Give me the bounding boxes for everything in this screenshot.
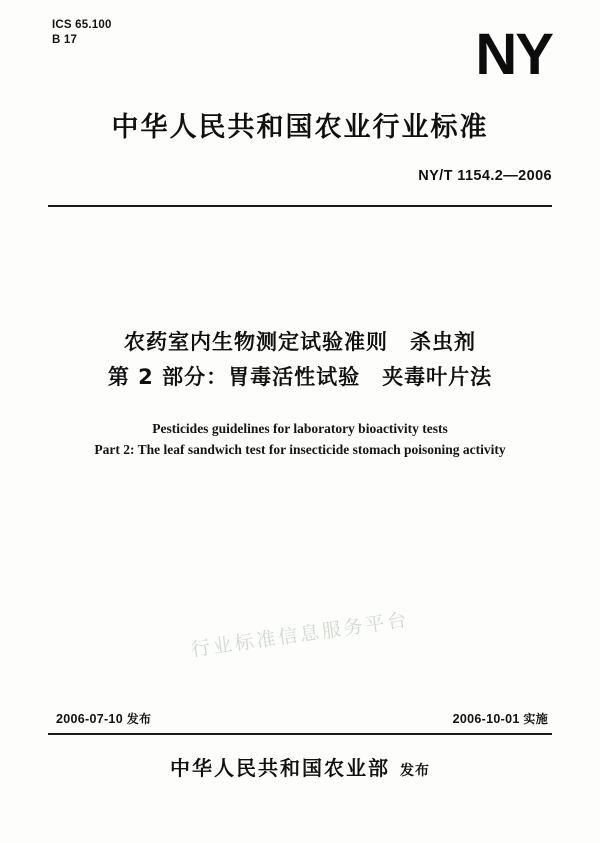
effective-date-value: 2006-10-01: [452, 712, 520, 726]
header-divider: [48, 205, 552, 207]
english-title: [0, 418, 600, 460]
ics-number: ICS 65.100: [52, 19, 112, 31]
effective-date-label: 实施: [523, 712, 548, 726]
watermark-text: 行业标准信息服务平台: [189, 608, 411, 662]
page-title-line1: 农药室内生物测定试验准则 杀虫剂: [124, 330, 476, 354]
english-title-line1: Pesticides guidelines for laboratory bioactivity tests: [152, 421, 448, 436]
ccs-number: B 17: [52, 34, 78, 46]
standard-authority-title: 中华人民共和国农业行业标准: [111, 112, 489, 143]
ny-logo: NY: [475, 22, 552, 87]
page-title: [0, 325, 600, 395]
english-title-line2: Part 2: The leaf sandwich test for insecticide stomach poisoning activity: [94, 442, 506, 457]
publisher-block: [0, 752, 600, 781]
page-title-line2: 第 2 部分：胃毒活性试验 夹毒叶片法: [107, 365, 493, 389]
issue-date-value: 2006-07-10: [56, 712, 123, 726]
effective-date: [453, 710, 548, 727]
issue-date: [56, 710, 151, 727]
ics-classification-block: [52, 18, 112, 48]
issue-date-label: 发布: [126, 712, 152, 726]
standard-code: NY/T 1154.2—2006: [418, 168, 552, 184]
publisher-name: 中华人民共和国农业部: [170, 756, 390, 780]
footer-divider: [48, 733, 552, 735]
publisher-verb: 发布: [400, 763, 430, 779]
